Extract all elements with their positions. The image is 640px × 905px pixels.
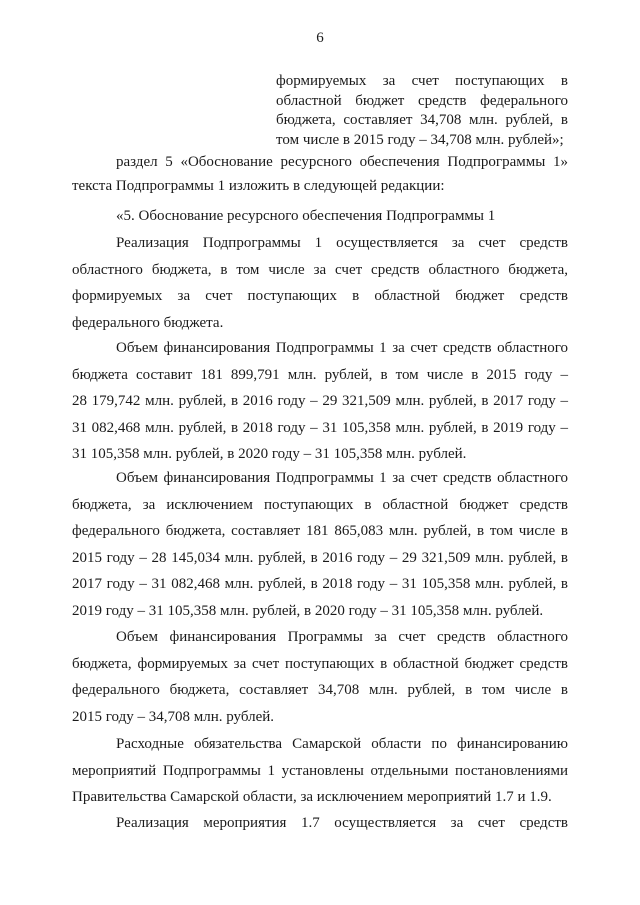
paragraph-measure-1-7 (72, 810, 568, 837)
text-line: областной бюджет средств федерального (276, 92, 568, 109)
paragraph-obligations (72, 731, 568, 811)
text-line: бюджета, за исключением поступающих в областной бюджет средств (72, 496, 568, 513)
text-line: 2017 году – 31 082,468 млн. рублей, в 2018 году – 31 105,358 млн. рублей, в (72, 576, 568, 592)
text-line: Объем финансирования Программы за счет средств областного (116, 629, 568, 645)
text-line: 2019 году – 31 105,358 млн. рублей, в 2020 году – 31 105,358 млн. рублей. (72, 602, 544, 619)
text-line: Объем финансирования Подпрограммы 1 за счет средств областного (116, 470, 568, 486)
text-line: областного бюджета, в том числе за счет средств областного бюджета, (72, 261, 568, 278)
text-line: формируемых за счет поступающих в областной бюджет средств (72, 288, 568, 304)
text-line: 31 082,468 млн. рублей, в 2018 году – 31 105,358 млн. рублей, в 2019 году – (72, 419, 568, 436)
section-heading (72, 204, 568, 228)
text-line: федерального бюджета. (72, 314, 224, 331)
text-line: бюджета, составляет 34,708 млн. рублей, в (276, 112, 568, 128)
text-line: 28 179,742 млн. рублей, в 2016 году – 29 321,509 млн. рублей, в 2017 году – (72, 393, 568, 409)
text-line: Реализация Подпрограммы 1 осуществляется за счет средств (116, 235, 568, 251)
text-line: 2015 году – 34,708 млн. рублей. (72, 708, 275, 725)
page-number: 6 (316, 30, 324, 46)
paragraph-implementation (72, 230, 568, 336)
paragraph-funding-excluding-federal (72, 465, 568, 624)
text-line: 31 105,358 млн. рублей, в 2020 году – 31 105,358 млн. рублей. (72, 446, 467, 462)
text-line: том числе в 2015 году – 34,708 млн. рублей»; (276, 131, 564, 148)
text-line: Расходные обязательства Самарской области по финансированию (116, 736, 568, 752)
text-line: раздел 5 «Обоснование ресурсного обеспечения Подпрограммы 1» (116, 154, 568, 170)
text-line: бюджета составит 181 899,791 млн. рублей, в том числе в 2015 году – (72, 366, 568, 383)
text-line: бюджета, формируемых за счет поступающих в областной бюджет средств (72, 655, 568, 672)
paragraph-amendment-intro (72, 150, 568, 198)
text-line: мероприятий Подпрограммы 1 установлены отдельными постановлениями (72, 762, 568, 779)
text-line: Объем финансирования Подпрограммы 1 за счет средств областного (116, 340, 568, 356)
text-line: текста Подпрограммы 1 изложить в следующей редакции: (72, 178, 445, 194)
text-line: 2015 году – 28 145,034 млн. рублей, в 2016 году – 29 321,509 млн. рублей, в (72, 549, 568, 566)
paragraph-federal-funding (72, 624, 568, 730)
text-line: федерального бюджета, составляет 181 865,083 млн. рублей, в том числе в (72, 523, 568, 539)
continued-text-block (276, 72, 568, 150)
text-line: Правительства Самарской области, за исключением мероприятий 1.7 и 1.9. (72, 789, 552, 805)
paragraph-funding-total (72, 335, 568, 468)
text-line: Реализация мероприятия 1.7 осуществляется за счет средств (116, 815, 568, 831)
text-line: формируемых за счет поступающих в (276, 73, 568, 89)
text-line: федерального бюджета, составляет 34,708 млн. рублей, в том числе в (72, 682, 568, 698)
text-line: «5. Обоснование ресурсного обеспечения Подпрограммы 1 (116, 208, 496, 224)
